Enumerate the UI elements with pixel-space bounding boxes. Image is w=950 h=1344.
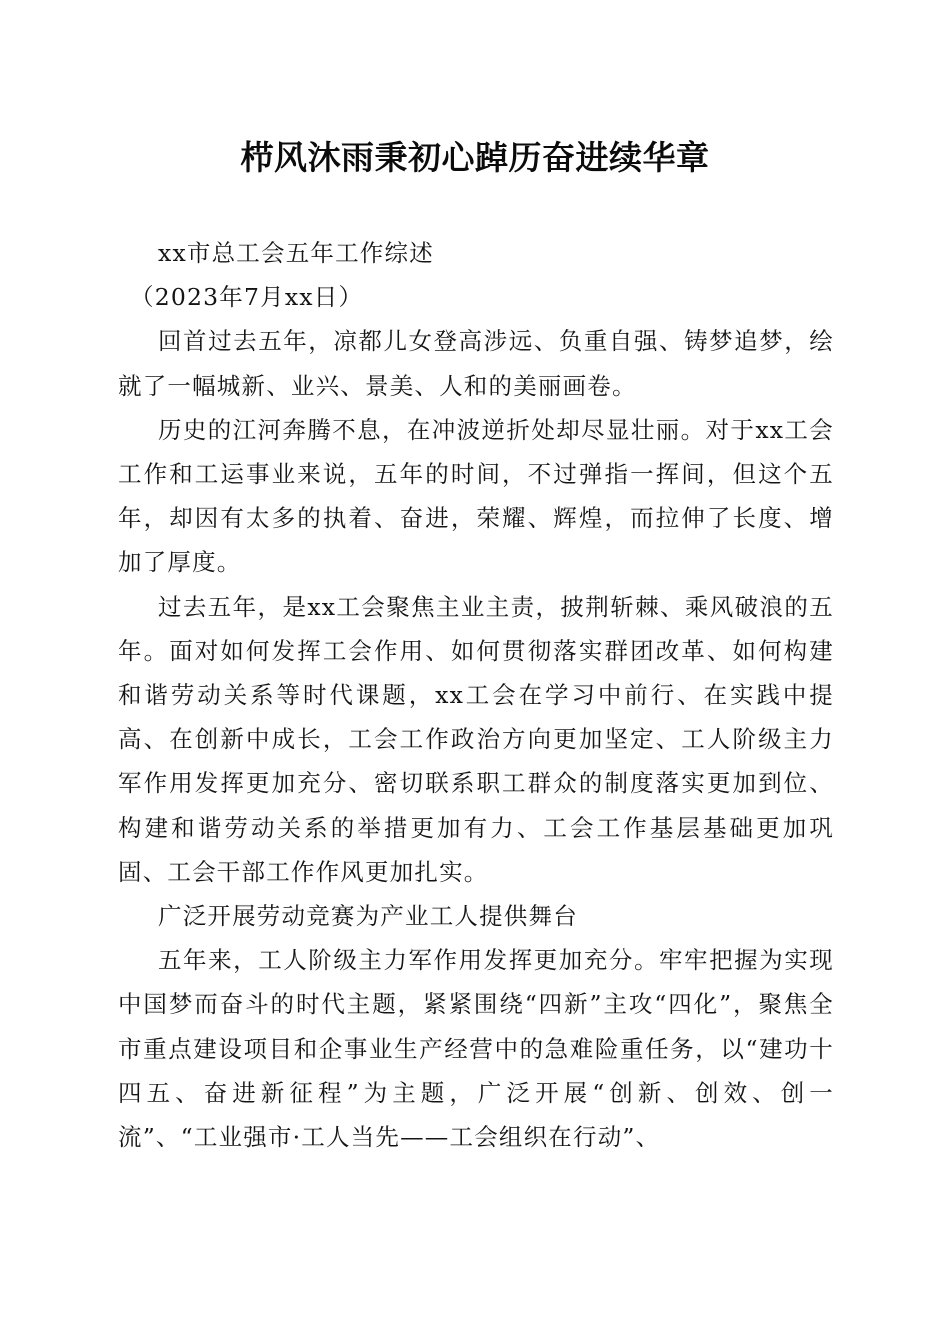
paragraph: 历史的江河奔腾不息，在冲波逆折处却尽显壮丽。对于xx工会工作和工运事业来说，五年的时间，不过弹指一挥间，但这个五年，却因有太多的执着、奋进，荣耀、辉煌，而拉伸了长度、增加了厚度。	[118, 415, 834, 577]
document-date: （2023年7月xx日）	[130, 283, 364, 312]
paragraph: 五年来，工人阶级主力军作用发挥更加充分。牢牢把握为实现中国梦而奋斗的时代主题，紧紧围绕“四新”主攻“四化”，聚焦全市重点建设项目和企事业生产经营中的急难险重任务，以“建功十四五、奋进新征程”为主题，广泛开展“创新、创效、创一流”、“工业强市·工人当先——工会组织在行动”、	[118, 946, 834, 1152]
paragraph: 过去五年，是xx工会聚焦主业主责，披荆斩棘、乘风破浪的五年。面对如何发挥工会作用、如何贯彻落实群团改革、如何构建和谐劳动关系等时代课题，xx工会在学习中前行、在实践中提高、在创新中成长，工会工作政治方向更加坚定、工人阶级主力军作用发挥更加充分、密切联系职工群众的制度落实更加到位、构建和谐劳动关系的举措更加有力、工会工作基层基础更加巩固、工会干部工作作风更加扎实。	[118, 592, 834, 886]
paragraph: 回首过去五年，凉都儿女登高涉远、负重自强、铸梦追梦，绘就了一幅城新、业兴、景美、人和的美丽画卷。	[118, 327, 834, 400]
document-subtitle: xx市总工会五年工作综述	[158, 239, 434, 267]
section-heading: 广泛开展劳动竞赛为产业工人提供舞台	[158, 902, 578, 931]
document-title: 栉风沐雨秉初心踔历奋进续华章	[240, 138, 710, 177]
document-body	[118, 231, 834, 1159]
